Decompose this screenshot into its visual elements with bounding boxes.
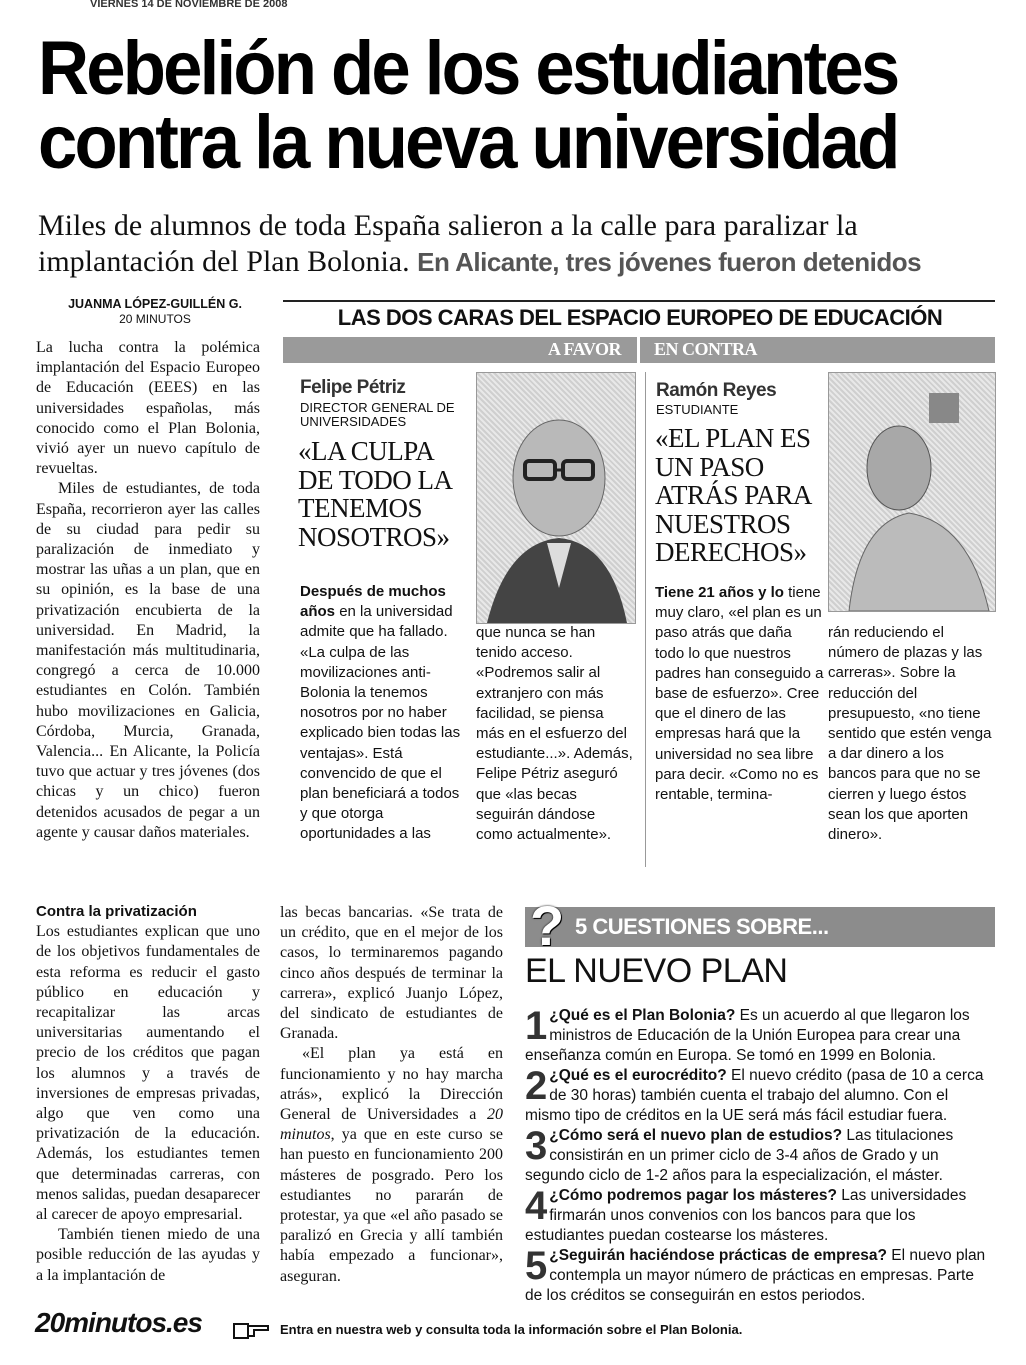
byline xyxy=(40,297,270,327)
answer-text: El nuevo crédito (pasa de 10 a cerca de 30 horas) también cuenta el trabajo del alumno. Con el mismo tipo de créditos en la UE será más fácil estudiar fuera. xyxy=(525,1067,984,1124)
contra-text-2: rán reduciendo el número de plazas y las carreras». Sobre la reducción del presupuesto, «no tiene sentido que estén venga a dar dinero a los bancos para que no se cierren y luego éstos sean los que aporten dinero». xyxy=(828,624,992,844)
box-top-rule xyxy=(283,300,995,302)
subheadline-bold: En Alicante, tres jóvenes fueron detenidos xyxy=(417,247,922,277)
question-number: 4 xyxy=(525,1184,548,1228)
questions-banner-text: 5 CUESTIONES SOBRE... xyxy=(575,914,829,939)
portrait-icon xyxy=(829,373,995,611)
headline xyxy=(38,26,931,185)
answer-text: Las titulaciones consistirán en un primer ciclo de 3-4 años de Grado y un segundo ciclo de 1-2 años para la especialización, el máster. xyxy=(525,1127,954,1184)
portrait-icon xyxy=(477,373,635,623)
question-item xyxy=(525,1006,995,1066)
headline-line-2: contra la nueva universidad xyxy=(38,100,898,185)
left-paragraph-2: Miles de estudiantes, de toda España, recorrieron ayer las calles de su ciudad para pedir su paralización de inmediato y mostrar las uñas a un plan, que en su opinión, es la base de una privatización encubierta de la universidad. En Madrid, la manifestación más multitudinaria, congregó a cerca de 10.000 estudiantes en Colón. También hubo movilizaciones en Galicia, Córdoba, Murcia, Granada, Valencia... En Alicante, la Policía tuvo que actuar y tres jóvenes (dos chicas y un chico) fueron detenidos acusados de pegar a un agente y causar daños materiales. xyxy=(36,480,260,841)
favor-lead: Después de muchos años xyxy=(300,583,446,621)
favor-role: DIRECTOR GENERAL DE UNIVERSIDADES xyxy=(300,400,455,429)
byline-outlet: 20 MINUTOS xyxy=(119,312,191,326)
lower-middle-paragraph-1: las becas bancarias. «Se trata de un crédito, que en el mejor de los casos, lo terminaremos pagando cinco años después de terminar la carrera», explicó Juanjo López, del sindicato de estudiantes de Granada. xyxy=(280,904,503,1043)
question-text: ¿Qué es el Plan Bolonia? xyxy=(549,1007,736,1024)
date-line: VIERNES 14 DE NOVIEMBRE DE 2008 xyxy=(90,0,288,10)
favor-body-1: en la universidad admite que ha fallado. «La culpa de las movilizaciones anti-Bolonia la tenemos nosotros por no haber explicado bien todas las ventajas». Está convencido de que el plan beneficiará a todos y que otorga oportunidades a las xyxy=(300,603,461,843)
question-item xyxy=(525,1066,995,1126)
questions-title: EL NUEVO PLAN xyxy=(525,952,788,990)
favor-text-2: que nunca se han tenido acceso. «Podremos salir al extranjero con más facilidad, se piensa más en el esfuerzo del estudiante...». Además, Felipe Pétriz aseguró que «las becas seguirán dándose como actualmente». xyxy=(476,624,633,844)
favor-name: Felipe Pétriz xyxy=(300,377,406,398)
lower-left-paragraph-1: Los estudiantes explican que uno de los objetivos fundamentales de esta reforma es reducir el gasto público en educación y recapitalizar las arcas universitarias aumentando el precio de los créditos que pagan los alumnos y a través de inversiones de empresas privadas, algo que ven como una privatización de la educación. Además, los estudiantes temen que determinadas carreras, con menos salidas, puedan desaparecer al carecer de apoyo empresarial. xyxy=(36,923,260,1224)
contra-lead: Tiene 21 años y lo xyxy=(655,584,784,601)
question-text: ¿Cómo podremos pagar los másteres? xyxy=(549,1187,837,1204)
byline-name: JUANMA LÓPEZ-GUILLÉN G. xyxy=(68,297,242,311)
questions-list xyxy=(525,1006,995,1306)
contra-quote: «EL PLAN ES UN PASO ATRÁS PARA NUESTROS DERECHOS» xyxy=(655,423,811,567)
subheadline xyxy=(38,208,998,280)
question-item xyxy=(525,1126,995,1186)
answer-text: El nuevo plan contempla un mayor número de prácticas en empresas. Parte de los créditos se conseguirán en estos periodos. xyxy=(525,1247,986,1304)
lower-left-column xyxy=(36,902,260,1286)
favor-text-1 xyxy=(300,582,470,845)
question-number: 5 xyxy=(525,1244,548,1288)
lower-middle-p2b: , ya que en este curso se han puesto en funcionamiento 200 másteres de posgrado. Pero los estudiantes no pararán de protestar, ya que «el año pasado se paralizó en Grecia y allí también había empezado a funcionar», aseguran. xyxy=(280,1126,503,1285)
subhead-privatizacion: Contra la privatización xyxy=(36,903,197,920)
pointing-hand-icon xyxy=(232,1314,272,1342)
footer-text: Entra en nuestra web y consulta toda la información sobre el Plan Bolonia. xyxy=(280,1322,743,1337)
lower-middle-column xyxy=(280,903,503,1287)
lower-middle-italic: 20 minutos xyxy=(280,1106,503,1144)
question-number: 2 xyxy=(525,1064,548,1108)
lower-middle-p2a: «El plan ya está en funcionamiento y no hay marcha atrás», explicó la Dirección General de Universidades a xyxy=(280,1045,503,1124)
lower-middle-paragraph-2 xyxy=(280,1044,503,1286)
site-logo[interactable]: 20minutos.es xyxy=(35,1307,202,1338)
box-divider xyxy=(645,372,646,867)
box-title: LAS DOS CARAS DEL ESPACIO EUROPEO DE EDUCACIÓN xyxy=(337,305,943,330)
contra-text-1 xyxy=(655,583,825,805)
question-item xyxy=(525,1186,995,1246)
question-number: 1 xyxy=(525,1004,548,1048)
felipe-petriz-photo xyxy=(476,372,636,624)
lower-left-paragraph-2: También tienen miedo de una posible reducción de las ayudas y a la implantación de xyxy=(36,1226,260,1284)
contra-name: Ramón Reyes xyxy=(656,380,777,401)
question-text: ¿Cómo será el nuevo plan de estudios? xyxy=(549,1127,843,1144)
question-item xyxy=(525,1246,995,1306)
contra-label: EN CONTRA xyxy=(654,339,758,359)
headline-line-1: Rebelión de los estudiantes xyxy=(38,26,898,111)
contra-body-1: tiene muy claro, «el plan es un paso atrás que daña todo lo que nuestros padres han conseguido a base de esfuerzo». Cree que el dinero de las empresas hará que la universidad no sea libre para decir. «Como no es rentable, termina- xyxy=(655,584,824,804)
answer-text: Es un acuerdo al que llegaron los ministros de Educación de la Unión Europea para crear una enseñanza común en Europa. Se tomó en 1999 en Bolonia. xyxy=(525,1007,970,1064)
question-text: ¿Seguirán haciéndose prácticas de empresa? xyxy=(549,1247,887,1264)
left-paragraph-1: La lucha contra la polémica implantación del Espacio Europeo de Educación (EEES) en las universidades españolas, más conocido como el Plan Bolonia, vivió ayer un nuevo capítulo de revueltas. xyxy=(36,339,260,478)
left-column xyxy=(36,338,260,843)
question-text: ¿Qué es el eurocrédito? xyxy=(549,1067,727,1084)
answer-text: Las universidades firmarán unos convenios con los bancos para que los estudiantes puedan costearse los másteres. xyxy=(525,1187,967,1244)
contra-role: ESTUDIANTE xyxy=(656,402,739,417)
question-mark-icon: ? xyxy=(530,894,565,957)
subheadline-text: Miles de alumnos de toda España salieron a la calle para paralizar la implantación del Plan Bolonia. xyxy=(38,209,858,278)
question-number: 3 xyxy=(525,1124,548,1168)
ramon-reyes-photo xyxy=(828,372,996,612)
favor-quote: «LA CULPA DE TODO LA TENEMOS NOSOTROS» xyxy=(298,436,452,552)
favor-label: A FAVOR xyxy=(548,339,621,359)
